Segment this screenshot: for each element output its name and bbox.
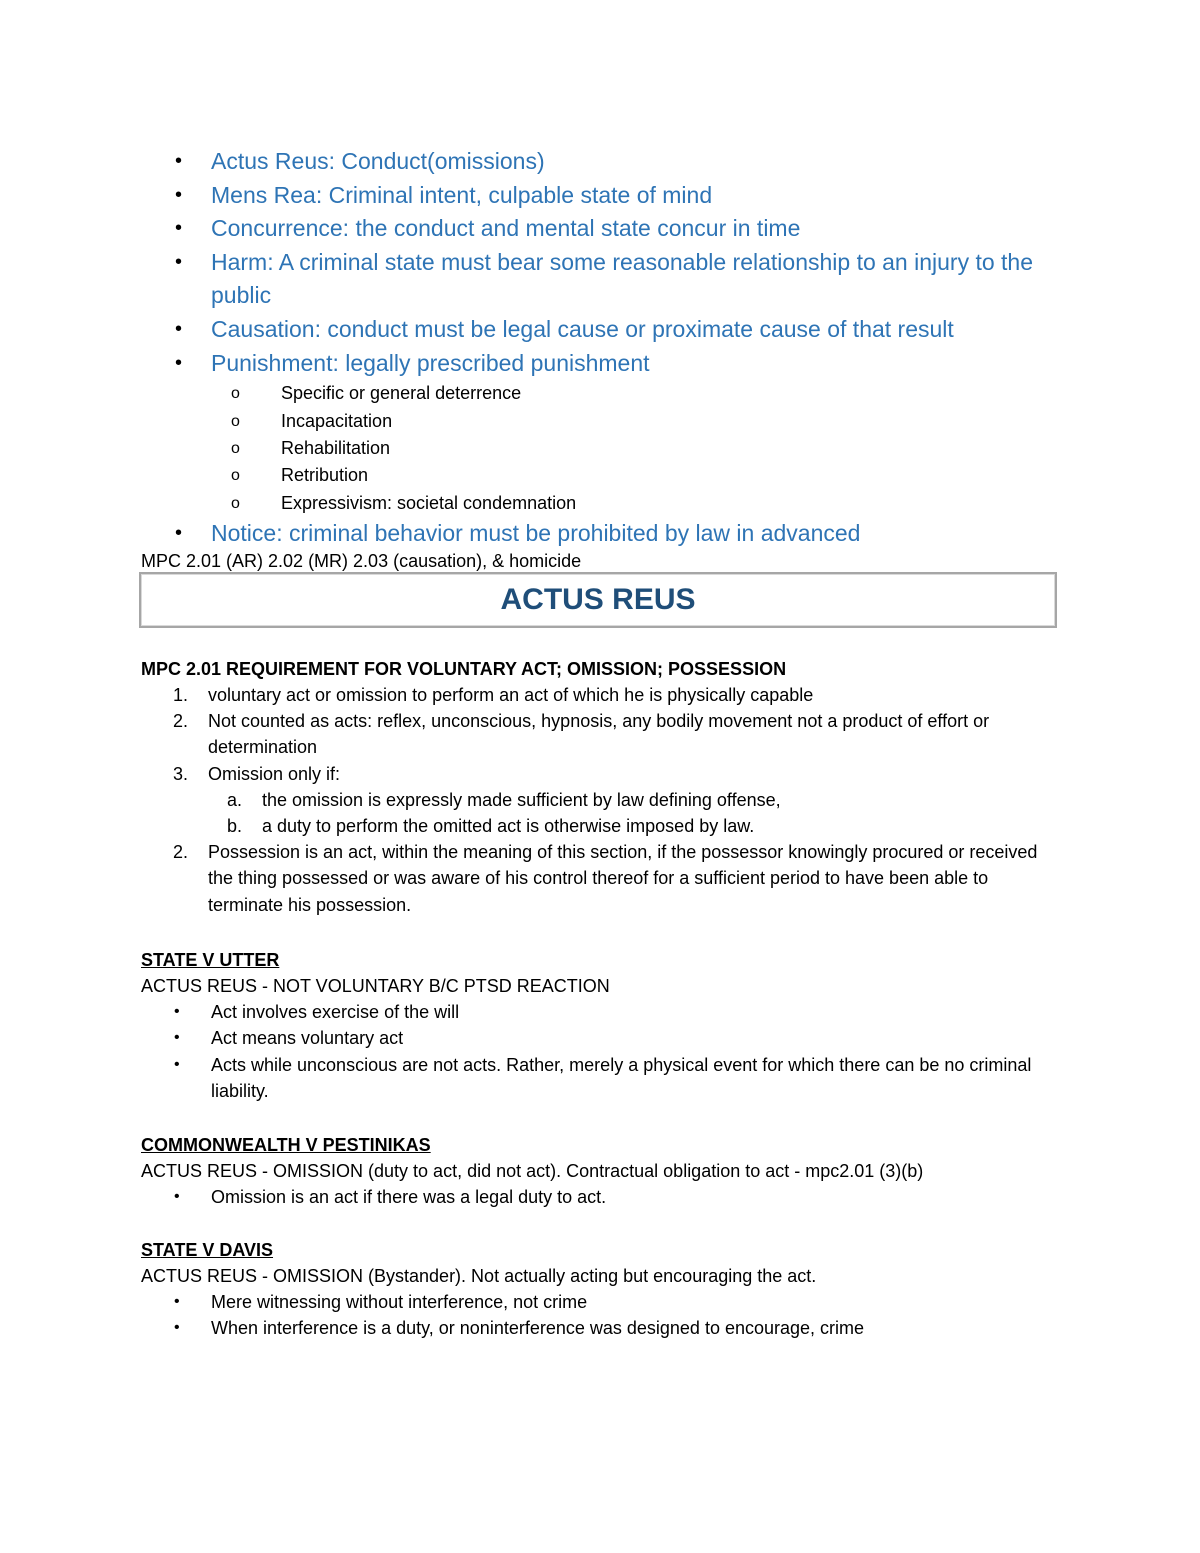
- case-title: STATE V DAVIS: [141, 1240, 274, 1260]
- bullet-icon: •: [175, 217, 183, 240]
- numbered-item: 1. voluntary act or omission to perform an act of which he is physically capable: [173, 685, 814, 705]
- case-commonwealth-v-pestinikas: [141, 1132, 1061, 1210]
- sublist-item: o Rehabilitation: [231, 435, 1075, 462]
- sublist-item: o Specific or general deterrence: [231, 380, 1075, 407]
- lettered-item: b. a duty to perform the omitted act is otherwise imposed by law.: [227, 816, 755, 837]
- bullet-icon: •: [174, 1188, 180, 1206]
- section-heading: ACTUS REUS: [500, 583, 696, 616]
- case-state-v-davis: [141, 1237, 1061, 1342]
- list-item: • Actus Reus: Conduct(omissions): [175, 145, 1075, 179]
- case-state-v-utter: [141, 947, 1061, 1104]
- list-item: • Harm: A criminal state must bear some reasonable relationship to an injury to the public: [175, 246, 1075, 313]
- list-item: • Notice: criminal behavior must be prohibited by law in advanced: [175, 517, 1075, 551]
- case-subtitle: ACTUS REUS - OMISSION (Bystander). Not actually acting but encouraging the act.: [141, 1266, 817, 1286]
- bullet-icon: •: [175, 150, 183, 172]
- section-title: MPC 2.01 REQUIREMENT FOR VOLUNTARY ACT; OMISSION; POSSESSION: [141, 659, 787, 679]
- numbered-item: 2. Possession is an act, within the meaning of this section, if the possessor knowingly procured or received the thing possessed or was aware of his control thereof for a sufficient period to have been able to terminate his possession.: [173, 842, 1038, 915]
- circle-bullet-icon: o: [231, 467, 240, 485]
- list-item: • Act means voluntary act: [141, 1025, 1061, 1051]
- list-item: • Concurrence: the conduct and mental state concur in time: [175, 212, 1075, 246]
- mpc-reference-line: MPC 2.01 (AR) 2.02 (MR) 2.03 (causation), & homicide: [141, 551, 582, 571]
- case-subtitle: ACTUS REUS - OMISSION (duty to act, did not act). Contractual obligation to act - mpc2.01 (3)(b): [141, 1161, 924, 1181]
- elements-list: [175, 145, 1075, 551]
- bullet-icon: •: [174, 1293, 180, 1311]
- mpc-201-section: [141, 656, 1061, 918]
- circle-bullet-icon: o: [231, 412, 240, 430]
- bullet-icon: •: [175, 522, 183, 545]
- list-item: • Omission is an act if there was a legal duty to act.: [141, 1184, 1061, 1210]
- bullet-icon: •: [175, 250, 183, 273]
- bullet-icon: •: [174, 1029, 180, 1047]
- case-title: STATE V UTTER: [141, 950, 280, 970]
- sublist-item: o Retribution: [231, 462, 1075, 489]
- list-item: • When interference is a duty, or noninterference was designed to encourage, crime: [141, 1315, 1061, 1341]
- list-item: • Act involves exercise of the will: [141, 999, 1061, 1025]
- list-item: • Causation: conduct must be legal cause or proximate cause of that result: [175, 313, 1075, 347]
- sublist-item: o Expressivism: societal condemnation: [231, 490, 1075, 517]
- circle-bullet-icon: o: [231, 494, 240, 512]
- case-title: COMMONWEALTH V PESTINIKAS: [141, 1135, 431, 1155]
- punishment-sublist: [231, 380, 1075, 517]
- bullet-icon: •: [174, 1003, 180, 1021]
- bullet-icon: •: [175, 351, 183, 374]
- list-item: • Mere witnessing without interference, not crime: [141, 1289, 1061, 1315]
- numbered-item: 3. Omission only if:: [173, 763, 341, 784]
- numbered-item: 2. Not counted as acts: reflex, unconscious, hypnosis, any bodily movement not a product of effort or determination: [173, 711, 990, 758]
- bullet-icon: •: [175, 183, 183, 206]
- lettered-item: a. the omission is expressly made sufficient by law defining offense,: [227, 789, 781, 810]
- circle-bullet-icon: o: [231, 439, 240, 457]
- case-subtitle: ACTUS REUS - NOT VOLUNTARY B/C PTSD REACTION: [141, 976, 610, 996]
- list-item: • Punishment: legally prescribed punishment: [175, 347, 1075, 381]
- bullet-icon: •: [174, 1055, 180, 1073]
- section-heading-box: [139, 572, 1057, 628]
- circle-bullet-icon: o: [231, 385, 240, 403]
- list-item: • Mens Rea: Criminal intent, culpable state of mind: [175, 179, 1075, 213]
- bullet-icon: •: [175, 317, 183, 340]
- list-item: • Acts while unconscious are not acts. Rather, merely a physical event for which there can be no criminal liability.: [141, 1052, 1061, 1104]
- sublist-item: o Incapacitation: [231, 408, 1075, 435]
- bullet-icon: •: [174, 1319, 180, 1337]
